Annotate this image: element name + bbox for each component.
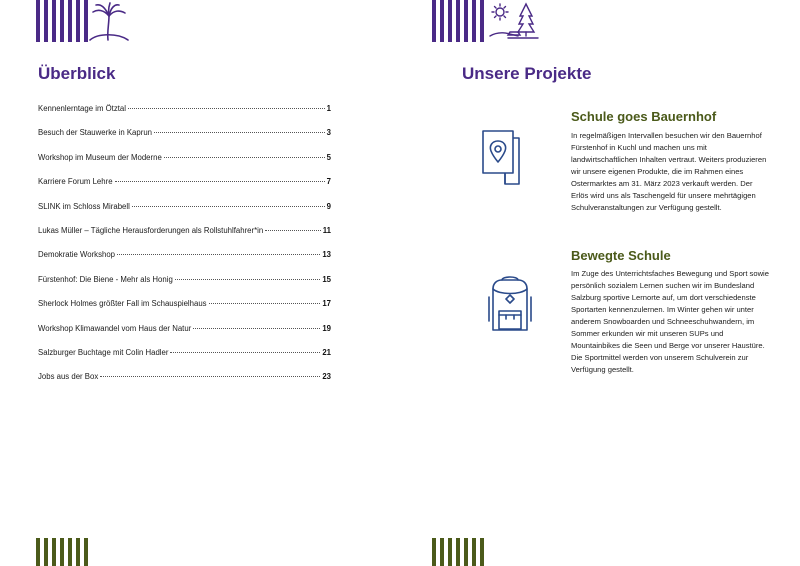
toc-entry-label: Demokratie Workshop (38, 250, 115, 260)
toc-entry-page: 15 (322, 274, 331, 284)
landscape-sun-tree-icon (488, 2, 540, 42)
toc-leader-dots (115, 181, 325, 182)
toc-entry-label: Jobs aus der Box (38, 372, 99, 382)
page-title: Überblick (38, 64, 116, 83)
map-location-icon (480, 128, 522, 188)
toc-leader-dots (100, 376, 320, 377)
toc-entry-page: 17 (322, 299, 331, 309)
toc-leader-dots (154, 132, 325, 133)
toc-entry-page: 1 (326, 104, 331, 113)
toc-entry-page: 5 (326, 152, 331, 162)
toc-entry-label: Karriere Forum Lehre (38, 177, 113, 187)
toc-entry[interactable] (38, 153, 331, 177)
toc-leader-dots (193, 328, 320, 329)
toc-entry[interactable] (38, 202, 331, 226)
project-title: Schule goes Bauernhof (571, 109, 717, 124)
toc-entry-page: 23 (322, 372, 331, 382)
project-title: Bewegte Schule (571, 248, 671, 263)
top-stripes (432, 0, 484, 42)
toc-entry-label: Lukas Müller – Tägliche Herausforderungen als Rollstuhlfahrer*in (38, 225, 264, 235)
toc-entry-page: 13 (322, 250, 331, 260)
toc-entry[interactable] (38, 372, 331, 396)
bottom-stripes (432, 538, 484, 566)
project-text: In regelmäßigen Intervallen besuchen wir den Bauernhof Fürstenhof in Kuchl und machen uns mit landwirtschaftlichen Inhalten vertraut. Weiters produzieren wir unsere eigenen Produkte, die im Rahmen eines Ostermarktes am 31. März 2023 verkauft werden. Der Erlös wird uns als Taschengeld für unsere mehrtägigen Schulveranstaltungen zur Verfügung gestellt. (571, 131, 767, 212)
toc-entry[interactable] (38, 275, 331, 299)
toc-leader-dots (132, 206, 325, 207)
toc-leader-dots (170, 352, 320, 353)
toc-entry-label: SLINK im Schloss Mirabell (38, 201, 130, 211)
backpack-icon (484, 275, 536, 335)
toc-entry-page: 9 (326, 201, 331, 211)
toc-entry[interactable] (38, 177, 331, 201)
toc-entry[interactable] (38, 226, 331, 250)
toc-entry-page: 3 (326, 128, 331, 138)
toc-entry-label: Fürstenhof: Die Biene - Mehr als Honig (38, 274, 173, 284)
toc-entry[interactable] (38, 128, 331, 152)
toc-entry[interactable] (38, 324, 331, 348)
toc-leader-dots (209, 303, 321, 304)
toc-entry[interactable] (38, 104, 331, 128)
toc-entry-page: 21 (322, 347, 331, 357)
toc-entry[interactable] (38, 250, 331, 274)
toc-entry[interactable] (38, 348, 331, 372)
toc-entry[interactable] (38, 299, 331, 323)
toc-entry-page: 7 (326, 177, 331, 187)
toc-leader-dots (175, 279, 321, 280)
toc-entry-label: Sherlock Holmes größter Fall im Schauspielhaus (38, 299, 207, 309)
project-text: Im Zuge des Unterrichtsfaches Bewegung und Sport sowie persönlich sozialem Lernen suchen wir im Bundesland Salzburg sportive Lernorte auf, um dort verschiedenste Sportarten kennenzulernen. Im Winter gehen wir unter anderem Snowboarden und Schneeschuhwandern, im Sommer erkunden wir mit unseren SUPs und Mountainbikes die Seen und Berge vor unserer Haustüre. Die Sportmittel werden von unserem Schulverein zur Verfügung gestellt. (571, 269, 769, 374)
toc-entry-page: 11 (322, 225, 331, 235)
toc-leader-dots (265, 230, 321, 231)
toc-entry-label: Workshop im Museum der Moderne (38, 152, 162, 162)
toc-entry-label: Besuch der Stauwerke in Kaprun (38, 128, 152, 138)
page-title: Unsere Projekte (462, 64, 592, 83)
table-of-contents (38, 104, 331, 397)
top-stripes (36, 0, 88, 42)
toc-entry-page: 19 (322, 323, 331, 333)
toc-leader-dots (128, 108, 325, 109)
toc-leader-dots (164, 157, 325, 158)
palm-tree-icon (88, 2, 130, 42)
toc-entry-label: Workshop Klimawandel vom Haus der Natur (38, 323, 192, 333)
toc-entry-label: Kennenlerntage im Ötztal (38, 104, 126, 113)
bottom-stripes (36, 538, 88, 566)
toc-leader-dots (117, 254, 320, 255)
toc-entry-label: Salzburger Buchtage mit Colin Hadler (38, 347, 169, 357)
